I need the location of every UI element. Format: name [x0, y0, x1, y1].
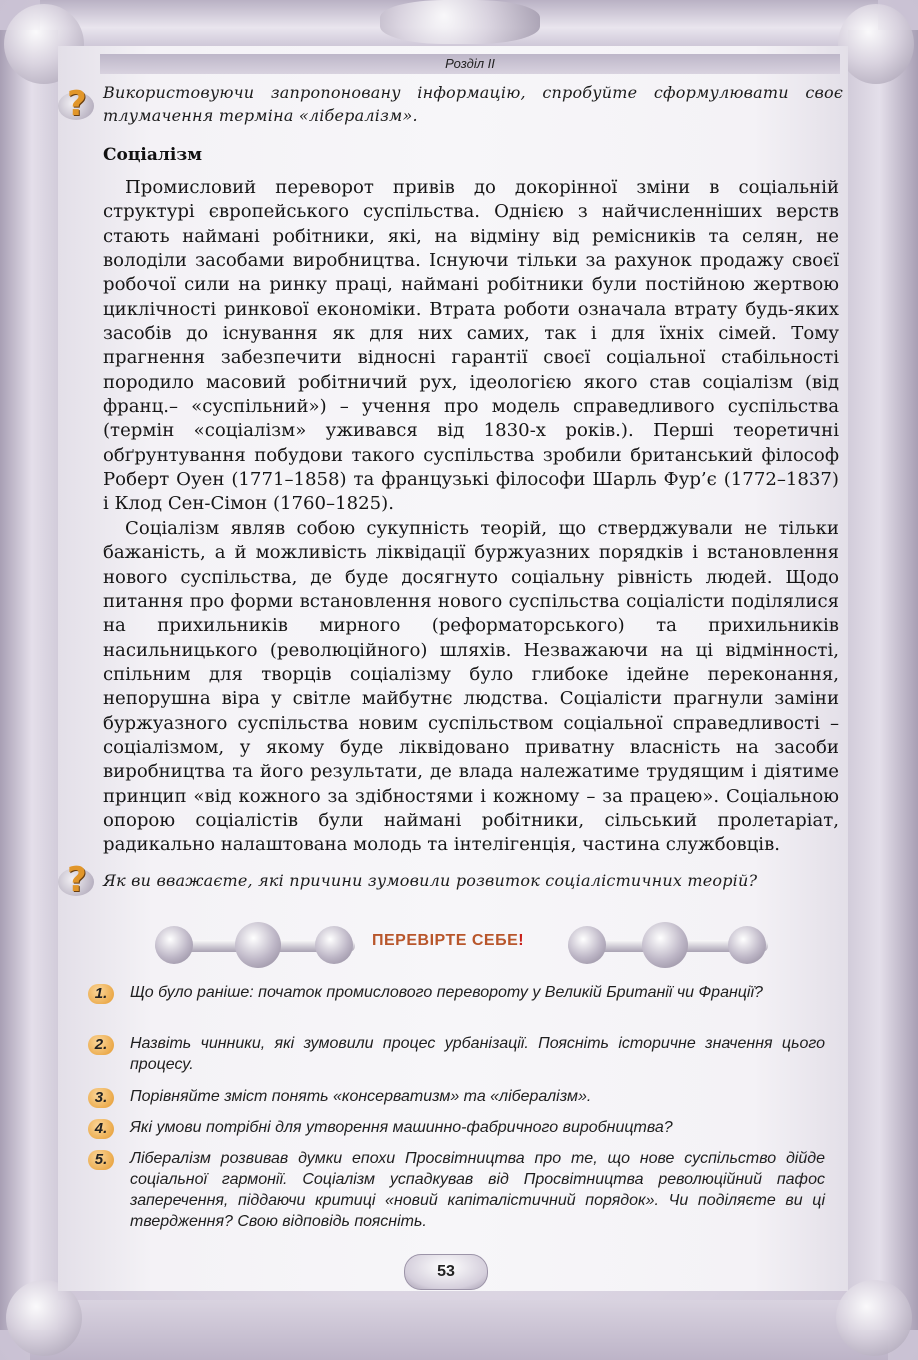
corner-ornament-bottom-left	[6, 1280, 82, 1356]
question-number-badge: 4.	[88, 1119, 114, 1139]
scroll-ornament-right	[568, 918, 768, 968]
question-bottom: Як ви вважаєте, які причини зумовили розвиток соціалістичних теорій?	[103, 871, 758, 890]
question-top: Використовуючи запропоновану інформацію, спробуйте сформулювати своє тлумачення терміна «лібералізм».	[103, 83, 843, 125]
corner-ornament-bottom-right	[836, 1280, 912, 1356]
page-number: 53	[404, 1254, 488, 1290]
corner-ornament-top-right	[838, 4, 914, 84]
ornamental-border-right	[848, 30, 918, 1330]
question-number-badge: 2.	[88, 1035, 114, 1055]
question-icon: ?	[58, 862, 98, 902]
ornamental-border-bottom	[30, 1300, 888, 1360]
question-text: Лібералізм розвивав думки епохи Просвітництва про те, що нове суспільство дійде соціальної гармонії. Соціалізм успадкував від Просвітництва революційний пафос заперечення, піддаючи критиці «новий капіталістичний порядок». Чи поділяєте ви ці твердження? Свою відповідь поясніть.	[130, 1150, 825, 1230]
question-number-badge: 5.	[88, 1150, 114, 1170]
question-text: Що було раніше: початок промислового перевороту у Великій Британії чи Франції?	[130, 984, 763, 1001]
question-icon: ?	[58, 86, 98, 126]
ornamental-border-left	[0, 30, 58, 1330]
section-header: Розділ ІІ	[100, 54, 840, 74]
question-text: Назвіть чинники, які зумовили процес урбанізації. Поясніть історичне значення цього процесу.	[130, 1035, 825, 1073]
question-number-badge: 3.	[88, 1088, 114, 1108]
question-text: Які умови потрібні для утворення машинно-фабричного виробництва?	[130, 1119, 673, 1136]
question-text: Порівняйте зміст понять «консерватизм» та «лібералізм».	[130, 1088, 592, 1105]
section-heading: Соціалізм	[103, 145, 202, 165]
top-center-ornament	[380, 0, 540, 44]
scroll-ornament-left	[155, 918, 355, 968]
question-number-badge: 1.	[88, 984, 114, 1004]
check-yourself-title: ПЕРЕВІРТЕ СЕБЕ!	[372, 932, 525, 949]
paragraph: Соціалізм являв собою сукупність теорій, що стверджували не тільки бажаність, а й можливість ліквідації буржуазних порядків і встановлення нового суспільства, де буде досягнуто соціальну рівність людей. Щодо питання про форми встановлення нового суспільства соціалісти поділялися на прихильників мирного (реформаторського) та прихильників насильницького (революційного) шляхів. Незважаючи на ці відмінності, спільним для творців соціалізму було глибоке ідейне переконання, непорушна віра у світле майбутнє людства. Соціалісти прагнули заміни буржуазного суспільства новим суспільством соціальної справедливості – соціалізмом, у якому буде ліквідовано приватну власність на засоби виробництва та його результати, де влада належатиме трудящим і діятиме принцип «від кожного за здібностями і кожному – за працею». Соціальною опорою соціалістів були наймані робітники, сільський пролетаріат, радикально налаштована молодь та інтелігенція, частина службовців.	[103, 517, 839, 856]
body-text	[103, 176, 839, 858]
paragraph: Промисловий переворот привів до докорінної зміни в соціальній структурі європейського суспільства. Однією з найчисленніших верств стають наймані робітники, які, на відміну від ремісників та селян, не володіли засобами виробництва. Існуючи тільки за рахунок продажу своєї робочої сили на ринку праці, наймані робітники були постійною жертвою циклічності ринкової економіки. Втрата роботи означала втрату будь-яких засобів до існування як для них самих, так і для їхніх сімей. Тому прагнення забезпечити відносні гарантії своєї соціальної стабільності породило масовий робітничий рух, ідеологією якого став соціалізм (від франц.– «суспільний») – учення про модель справедливого суспільства (термін «соціалізм» уживався від 1830-х років.). Перші теоретичні обґрунтування побудови такого суспільства зробили британський філософ Роберт Оуен (1771–1858) та французькі філософи Шарль Фур’є (1772–1837) і Клод Сен-Сімон (1760–1825).	[103, 177, 839, 515]
